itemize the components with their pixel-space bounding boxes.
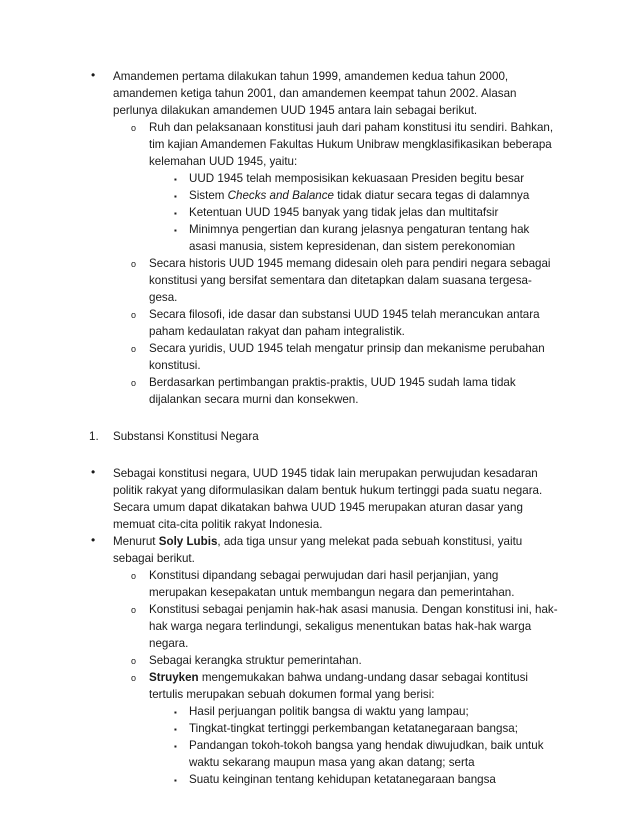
square-marker: ▪ xyxy=(174,742,177,751)
paragraph-line: Menurut Soly Lubis, ada tiga unsur yang melekat pada sebuah konstitusi, yaitu xyxy=(113,535,523,548)
circle-marker: o xyxy=(131,310,137,320)
square-marker: ▪ xyxy=(174,226,177,235)
subitem-line: paham kedaulatan rakyat dan paham integralistik. xyxy=(149,325,405,338)
circle-marker: o xyxy=(131,605,137,615)
subitem-line: Sebagai kerangka struktur pemerintahan. xyxy=(149,654,362,667)
bullet-marker: • xyxy=(91,465,96,479)
subitem-line: tertulis merupakan sebuah dokumen formal yang berisi: xyxy=(149,688,435,701)
list-item: Hasil perjuangan politik bangsa di waktu yang lampau; xyxy=(189,705,469,718)
subitem-line: merupakan kesepakatan untuk membangun negara dan pemerintahan. xyxy=(149,586,515,599)
list-item: Sistem Checks and Balance tidak diatur secara tegas di dalamnya xyxy=(189,189,530,202)
list-item: waktu sekarang maupun masa yang akan datang; serta xyxy=(189,756,475,769)
subitem-line: Secara filosofi, ide dasar dan substansi UUD 1945 telah merancukan antara xyxy=(149,308,540,321)
paragraph-line: Amandemen pertama dilakukan tahun 1999, amandemen kedua tahun 2000, xyxy=(113,70,509,83)
circle-marker: o xyxy=(131,123,137,133)
subitem-line: Struyken mengemukakan bahwa undang-undang dasar sebagai kontitusi xyxy=(149,671,528,684)
subitem-line: konstitusi yang bersifat sementara dan ditetapkan dalam suasana tergesa- xyxy=(149,274,532,287)
circle-marker: o xyxy=(131,378,137,388)
heading-text: Substansi Konstitusi Negara xyxy=(113,430,259,443)
paragraph-line: Sebagai konstitusi negara, UUD 1945 tidak lain merupakan perwujudan kesadaran xyxy=(113,467,538,480)
circle-marker: o xyxy=(131,571,137,581)
subitem-line: Berdasarkan pertimbangan praktis-praktis, UUD 1945 sudah lama tidak xyxy=(149,376,516,389)
paragraph-line: sebagai berikut. xyxy=(113,552,195,565)
subitem-line: gesa. xyxy=(149,291,178,304)
list-item: Tingkat-tingkat tertinggi perkembangan ketatanegaraan bangsa; xyxy=(189,722,518,735)
square-marker: ▪ xyxy=(174,776,177,785)
circle-marker: o xyxy=(131,259,137,269)
subitem-line: Secara yuridis, UUD 1945 telah mengatur prinsip dan mekanisme perubahan xyxy=(149,342,545,355)
paragraph-line: memuat cita-cita politik rakyat Indonesia. xyxy=(113,518,323,531)
subitem-line: negara. xyxy=(149,637,189,650)
subitem-line: hak warga negara terlindungi, sekaligus menentukan batas hak-hak warga xyxy=(149,620,532,633)
author-name: Soly Lubis xyxy=(158,535,218,548)
circle-marker: o xyxy=(131,656,137,666)
list-item: asasi manusia, sistem kepresidenan, dan sistem perekonomian xyxy=(189,240,516,253)
square-marker: ▪ xyxy=(174,192,177,201)
heading-number: 1. xyxy=(89,430,99,443)
list-item: Minimnya pengertian dan kurang jelasnya pengaturan tentang hak xyxy=(189,223,530,236)
list-item: UUD 1945 telah memposisikan kekuasaan Presiden begitu besar xyxy=(189,172,525,185)
square-marker: ▪ xyxy=(174,209,177,218)
subitem-line: Konstitusi sebagai penjamin hak-hak asasi manusia. Dengan konstitusi ini, hak- xyxy=(149,603,558,616)
circle-marker: o xyxy=(131,673,137,683)
circle-marker: o xyxy=(131,344,137,354)
square-marker: ▪ xyxy=(174,175,177,184)
paragraph-line: politik rakyat yang diformulasikan dalam bentuk hukum tertinggi pada suatu negara. xyxy=(113,484,543,497)
list-item: Ketentuan UUD 1945 banyak yang tidak jelas dan multitafsir xyxy=(189,206,499,219)
paragraph-line: amandemen ketiga tahun 2001, dan amandemen keempat tahun 2002. Alasan xyxy=(113,87,517,100)
subitem-line: Konstitusi dipandang sebagai perwujudan dari hasil perjanjian, yang xyxy=(149,569,499,582)
subitem-line: Secara historis UUD 1945 memang didesain oleh para pendiri negara sebagai xyxy=(149,257,551,270)
subitem-line: Ruh dan pelaksanaan konstitusi jauh dari paham konstitusi itu sendiri. Bahkan, xyxy=(149,121,554,134)
author-name: Struyken xyxy=(149,671,199,684)
bullet-marker: • xyxy=(91,533,96,547)
subitem-line: konstitusi. xyxy=(149,359,201,372)
bullet-marker: • xyxy=(91,68,96,82)
paragraph-line: perlunya dilakukan amandemen UUD 1945 antara lain sebagai berikut. xyxy=(113,104,478,117)
square-marker: ▪ xyxy=(174,708,177,717)
square-marker: ▪ xyxy=(174,725,177,734)
list-item: Pandangan tokoh-tokoh bangsa yang hendak diwujudkan, baik untuk xyxy=(189,739,544,752)
list-item: Suatu keinginan tentang kehidupan ketatanegaraan bangsa xyxy=(189,773,496,786)
subitem-line: dijalankan secara murni dan konsekwen. xyxy=(149,393,359,406)
emphasis-text: Checks and Balance xyxy=(227,189,334,202)
subitem-line: kelemahan UUD 1945, yaitu: xyxy=(149,155,298,168)
subitem-line: tim kajian Amandemen Fakultas Hukum Unibraw mengklasifikasikan beberapa xyxy=(149,138,552,151)
paragraph-line: Secara umum dapat dikatakan bahwa UUD 1945 merupakan aturan dasar yang xyxy=(113,501,523,514)
